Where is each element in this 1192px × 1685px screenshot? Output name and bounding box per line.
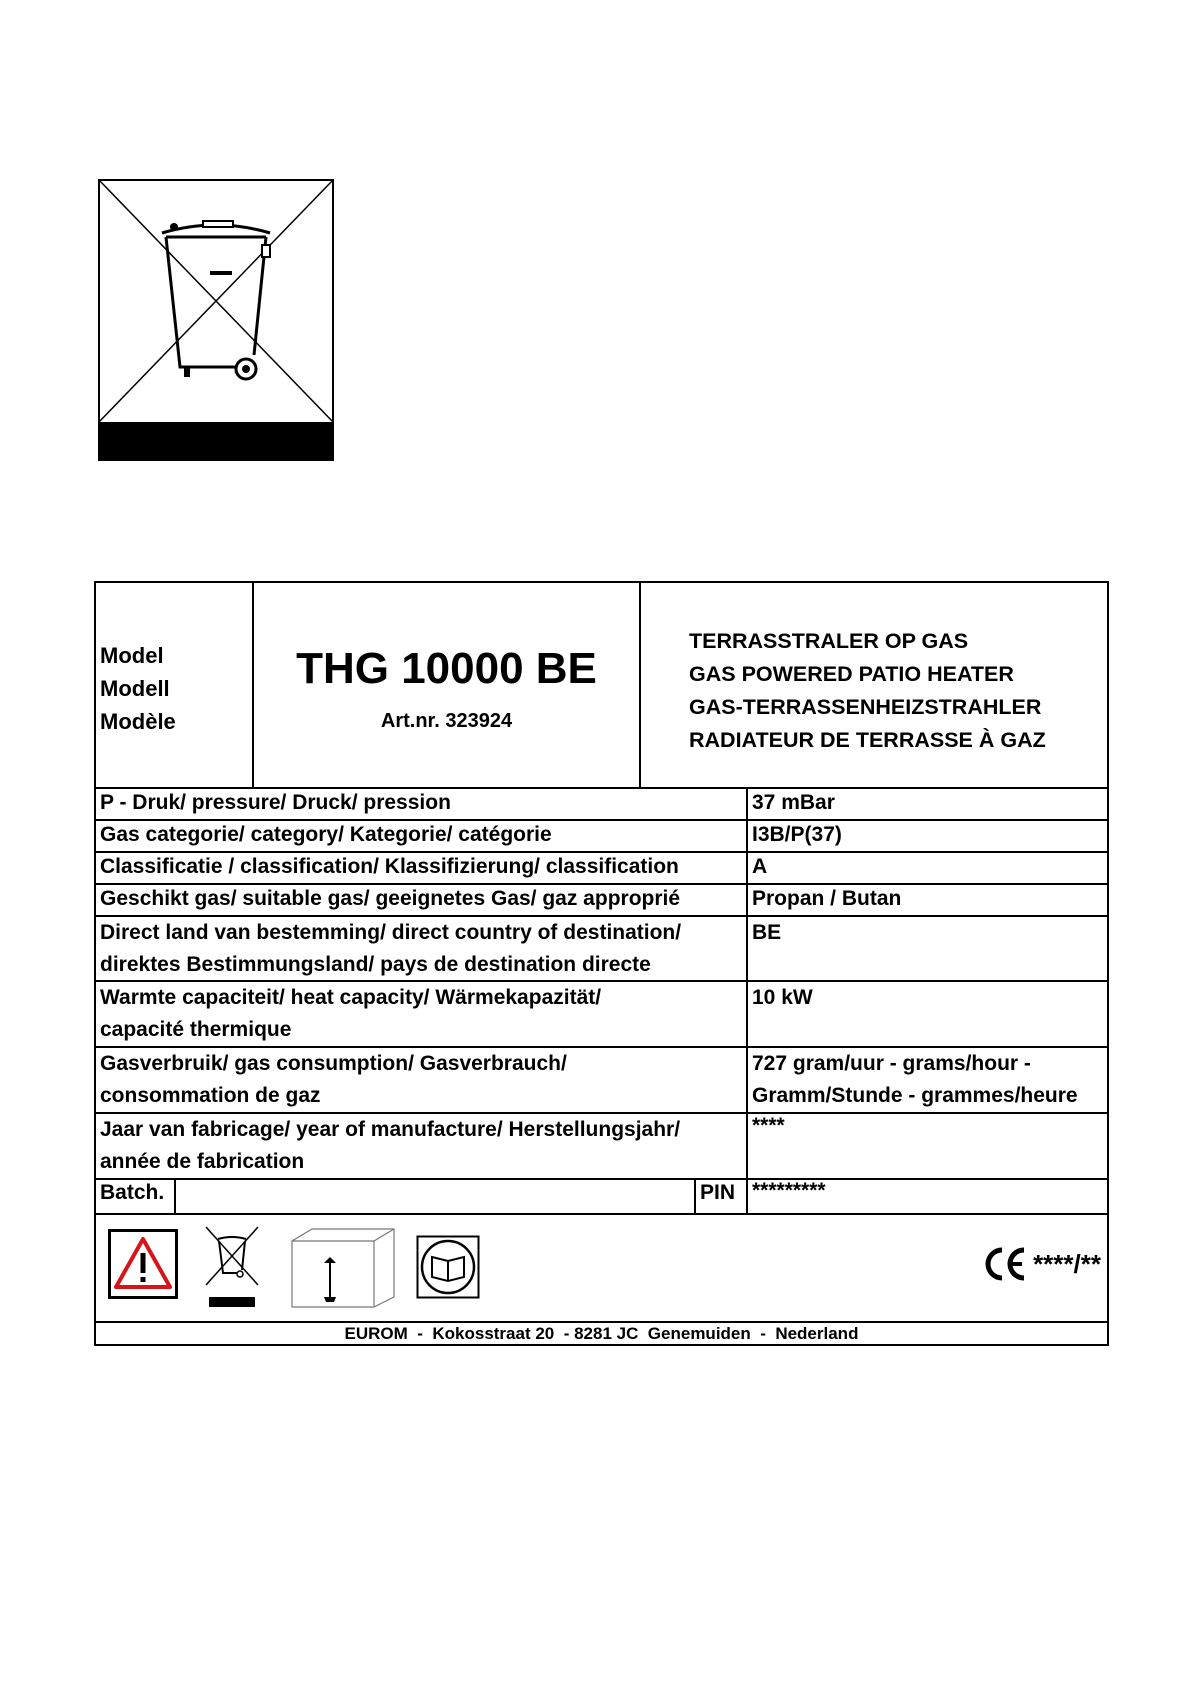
safety-icons-row (96, 1213, 1107, 1323)
spec-label: Gasverbruik/ gas consumption/ Gasverbrauch/ consommation de gaz (100, 1052, 567, 1107)
product-descriptions (689, 625, 1046, 757)
spec-label: Gas categorie/ category/ Kategorie/ catégorie (100, 823, 552, 846)
ce-number: ****/** (1033, 1249, 1101, 1280)
spec-value: 10 kW (746, 980, 1107, 1046)
spec-row-heat-capacity (96, 980, 1107, 1048)
spec-row-classification (96, 851, 1107, 885)
plate-header (96, 583, 1107, 789)
spec-value: I3B/P(37) (746, 819, 1107, 851)
spec-label: Geschikt gas/ suitable gas/ geeignetes Gas/ gaz approprié (100, 887, 681, 910)
spec-value: 37 mBar (746, 787, 1107, 819)
product-description-nl: TERRASSTRALER OP GAS (689, 629, 969, 653)
ce-mark-icon (983, 1246, 1027, 1282)
outdoor-use-icon (290, 1227, 396, 1309)
spec-value: **** (746, 1112, 1107, 1178)
spec-row-suitable-gas (96, 883, 1107, 917)
spec-value: 727 gram/uur - grams/hour - Gramm/Stunde - grammes/heure (746, 1046, 1107, 1112)
product-description-en: GAS POWERED PATIO HEATER (689, 662, 1014, 686)
spec-label: Jaar van fabricage/ year of manufacture/ Herstellungsjahr/ année de fabrication (100, 1118, 681, 1173)
spec-row-pressure (96, 787, 1107, 821)
pin-label-cell (694, 1178, 748, 1213)
spec-row-gas-consumption (96, 1046, 1107, 1114)
pin-value-cell (746, 1178, 1107, 1213)
model-label-cell (96, 583, 254, 787)
spec-row-year-of-manufacture (96, 1112, 1107, 1180)
ce-marking (983, 1237, 1101, 1289)
article-number: Art.nr. 323924 (380, 710, 513, 732)
spec-value: A (746, 851, 1107, 883)
spec-value: BE (746, 915, 1107, 980)
read-manual-icon (416, 1235, 480, 1299)
model-labels (100, 639, 176, 738)
model-name-cell (254, 583, 641, 787)
pin-value: ********* (752, 1179, 826, 1202)
crossed-bin-icon (204, 1225, 260, 1313)
crossed-bin-icon (98, 179, 334, 461)
spec-label: Warmte capaciteit/ heat capacity/ Wärmekapazität/ capacité thermique (100, 986, 602, 1041)
warning-triangle-icon (108, 1229, 178, 1299)
spec-label: Classificatie / classification/ Klassifizierung/ classification (100, 855, 679, 878)
batch-row (96, 1178, 1107, 1215)
batch-label: Batch. (100, 1181, 165, 1204)
product-description-cell (641, 583, 1107, 787)
spec-label: P - Druk/ pressure/ Druck/ pression (100, 791, 451, 814)
product-description-de: GAS-TERRASSENHEIZSTRAHLER (689, 695, 1042, 719)
spec-row-destination-country (96, 915, 1107, 982)
product-description-fr: RADIATEUR DE TERRASSE À GAZ (689, 728, 1046, 752)
model-label-nl: Model (100, 643, 164, 668)
model-name: THG 10000 BE (296, 644, 597, 693)
manufacturer-address: EUROM - Kokosstraat 20 - 8281 JC Genemuiden - Nederland (344, 1324, 859, 1343)
model-label-de: Modell (100, 676, 170, 701)
rating-plate (94, 581, 1109, 1346)
spec-row-gas-category (96, 819, 1107, 853)
pin-label: PIN (700, 1181, 736, 1204)
spec-label: Direct land van bestemming/ direct country of destination/ direktes Bestimmungsland/ pays de destination directe (100, 921, 682, 976)
batch-label-cell (96, 1178, 176, 1213)
model-label-fr: Modèle (100, 709, 176, 734)
spec-value: Propan / Butan (746, 883, 1107, 915)
